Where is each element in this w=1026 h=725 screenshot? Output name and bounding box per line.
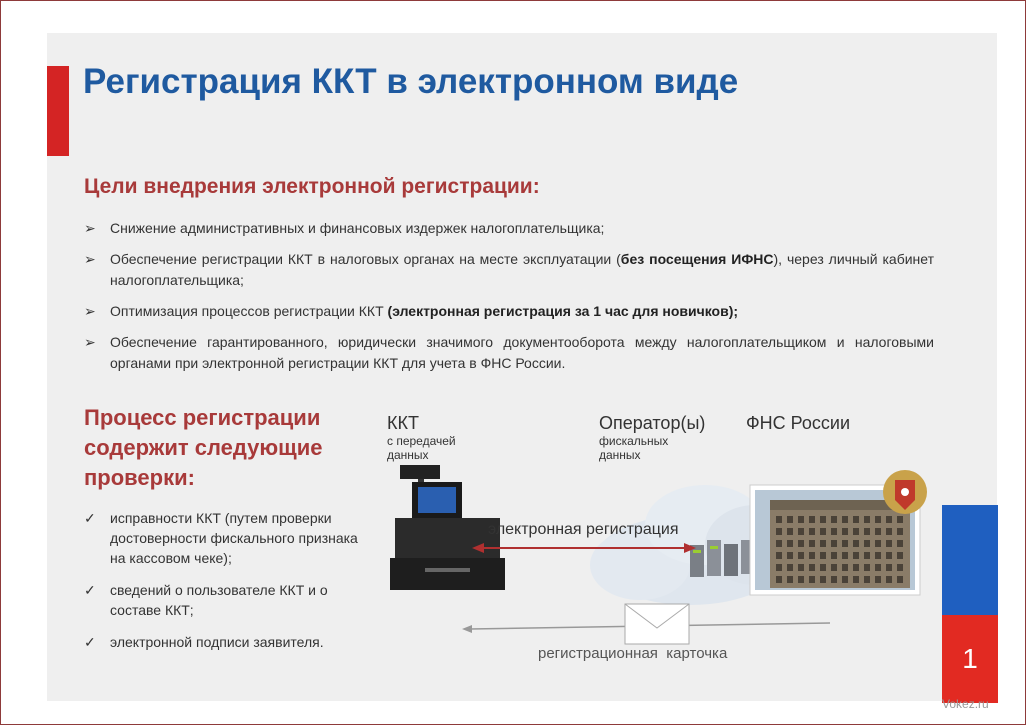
building-window <box>831 564 837 571</box>
building-window <box>820 576 826 583</box>
building-window <box>897 564 903 571</box>
goal-item: ➢ Оптимизация процессов регистрации ККТ (электронная регистрация за 1 час для новичков); <box>84 301 934 322</box>
building-window <box>853 516 859 523</box>
registration-arrow-label: электронная регистрация <box>488 521 679 538</box>
building-window <box>787 528 793 535</box>
kkt-label: ККТ <box>387 413 419 433</box>
building-window <box>809 552 815 559</box>
building-window <box>831 528 837 535</box>
building-window <box>809 528 815 535</box>
building-window <box>853 552 859 559</box>
slide-title: Регистрация ККТ в электронном виде <box>83 62 739 101</box>
building-window <box>875 528 881 535</box>
arrow-bullet-icon: ➢ <box>84 334 96 350</box>
watermark: Vokez.ru <box>942 697 989 711</box>
building-window <box>875 540 881 547</box>
building-window <box>853 528 859 535</box>
building-window <box>831 540 837 547</box>
arrow-bullet-icon: ➢ <box>84 251 96 267</box>
checkmark-icon: ✓ <box>84 582 96 598</box>
building-window <box>853 564 859 571</box>
accent-bar-blue <box>942 505 998 615</box>
building-window <box>897 540 903 547</box>
building-window <box>853 576 859 583</box>
building-window <box>776 516 782 523</box>
building-window <box>875 516 881 523</box>
building-window <box>842 576 848 583</box>
process-heading: Процесс регистрации содержит следующие проверки: <box>84 405 323 490</box>
building-window <box>886 540 892 547</box>
building-window <box>798 540 804 547</box>
page-number: 1 <box>962 643 978 674</box>
building-window <box>842 564 848 571</box>
building-window <box>809 564 815 571</box>
building-window <box>831 552 837 559</box>
building-window <box>831 516 837 523</box>
operator-label: Оператор(ы) <box>599 413 706 433</box>
coat-of-arms-icon <box>883 470 927 514</box>
building-window <box>842 528 848 535</box>
arrow-bullet-icon: ➢ <box>84 220 96 236</box>
goals-heading: Цели внедрения электронной регистрации: <box>84 175 540 198</box>
building-window <box>809 540 815 547</box>
building-window <box>820 552 826 559</box>
goal-item: ➢ Обеспечение регистрации ККТ в налоговых органах на месте эксплуатации (без посещения ИФНС), через личный кабинет налогоплательщика; <box>84 251 934 288</box>
building-window <box>886 528 892 535</box>
check-item: ✓ сведений о пользователе ККТ и о составе ККТ; <box>84 582 328 618</box>
building-window <box>798 576 804 583</box>
building-window <box>787 540 793 547</box>
building-window <box>864 528 870 535</box>
operator-sublabel: фискальных данных <box>599 434 669 462</box>
goal-item: ➢ Обеспечение гарантированного, юридически значимого документооборота между налогоплательщиком и налоговыми органами при электронной регистрации ККТ для учета в ФНС России. <box>84 334 934 371</box>
building-window <box>820 528 826 535</box>
building-window <box>864 564 870 571</box>
building-window <box>864 576 870 583</box>
building-window <box>864 540 870 547</box>
building-window <box>886 564 892 571</box>
arrow-bullet-icon: ➢ <box>84 303 96 319</box>
building-window <box>820 564 826 571</box>
building-window <box>897 552 903 559</box>
building-window <box>853 540 859 547</box>
building-window <box>864 516 870 523</box>
building-window <box>897 576 903 583</box>
check-item: ✓ исправности ККТ (путем проверки достоверности фискального признака на кассовом чеке); <box>84 510 358 566</box>
checkmark-icon: ✓ <box>84 634 96 650</box>
building-window <box>820 516 826 523</box>
building-window <box>798 564 804 571</box>
building-window <box>831 576 837 583</box>
building-window <box>842 516 848 523</box>
building-window <box>776 528 782 535</box>
building-window <box>787 576 793 583</box>
building-window <box>886 516 892 523</box>
envelope-icon <box>625 604 689 644</box>
building-window <box>787 552 793 559</box>
check-item: ✓ электронной подписи заявителя. <box>84 634 324 650</box>
building-window <box>776 540 782 547</box>
building-window <box>809 576 815 583</box>
building-window <box>897 528 903 535</box>
checkmark-icon: ✓ <box>84 510 96 526</box>
building-window <box>798 552 804 559</box>
building-window <box>886 576 892 583</box>
building-window <box>776 552 782 559</box>
building-window <box>798 516 804 523</box>
building-window <box>787 564 793 571</box>
building-window <box>809 516 815 523</box>
building-window <box>886 552 892 559</box>
fns-label: ФНС России <box>746 413 851 433</box>
building-window <box>842 552 848 559</box>
card-label: регистрационная карточка <box>538 645 728 662</box>
building-window <box>864 552 870 559</box>
building-window <box>875 564 881 571</box>
building-window <box>776 576 782 583</box>
building-window <box>875 576 881 583</box>
goal-item: ➢ Снижение административных и финансовых издержек налогоплательщика; <box>84 218 934 239</box>
building-window <box>787 516 793 523</box>
building-window <box>820 540 826 547</box>
kkt-sublabel: с передачей данных <box>387 434 456 462</box>
building-window <box>842 540 848 547</box>
building-window <box>875 552 881 559</box>
building-window <box>897 516 903 523</box>
building-window <box>798 528 804 535</box>
building-window <box>776 564 782 571</box>
